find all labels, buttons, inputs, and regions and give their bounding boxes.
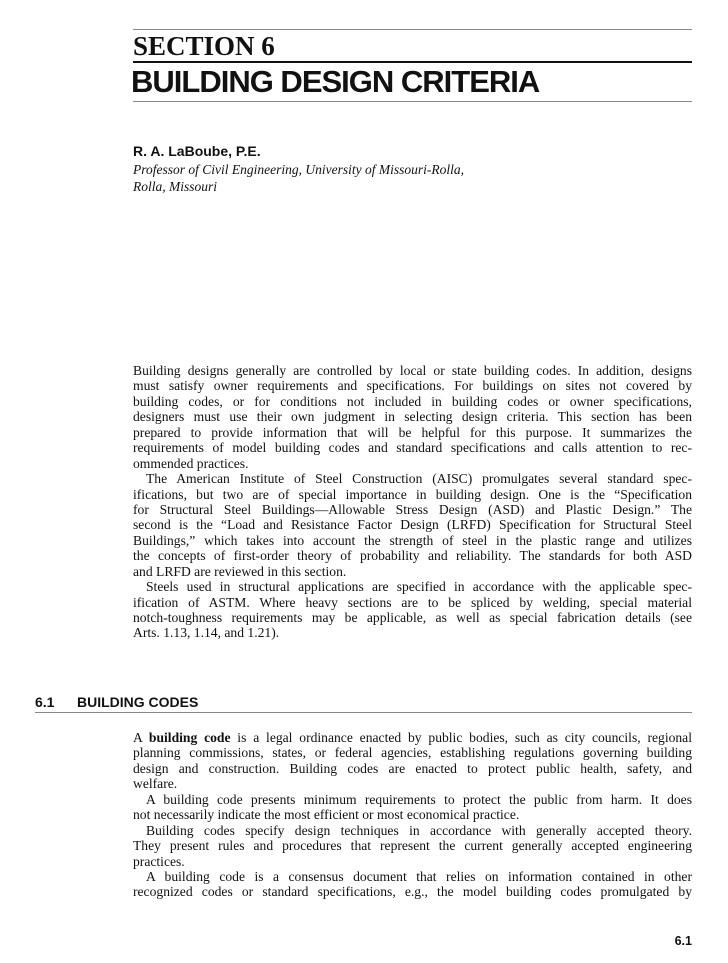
section-heading-6-1 xyxy=(35,694,198,710)
text-line: requirements of model building codes and standard specifications and calls attention to rec- xyxy=(133,440,692,456)
text-fragment: is a legal ordinance enacted by public bodies, such as city councils, regional xyxy=(230,730,692,745)
text-line: welfare. xyxy=(133,776,178,792)
text-line: Arts. 1.13, 1.14, and 1.21). xyxy=(133,625,280,641)
text-line: Building designs generally are controlled by local or state building codes. In addition, designs xyxy=(133,363,692,378)
text-line: Building codes specify design techniques in accordance with generally accepted theory. xyxy=(146,822,692,838)
text-line: ifications, but two are of special importance in building design. One is the “Specification xyxy=(133,486,692,502)
intro-text xyxy=(133,363,692,641)
text-line: Steels used in structural applications are specified in accordance with the applicable spec- xyxy=(146,579,692,595)
text-line: designers must use their own judgment in selecting design criteria. This section has been xyxy=(133,409,692,425)
text-line: recognized codes or standard specifications, e.g., the model building codes promulgated by xyxy=(133,884,692,900)
defined-term: building code xyxy=(148,730,231,745)
text-fragment: A xyxy=(133,730,149,745)
heading-title: BUILDING CODES xyxy=(77,694,199,710)
section-title: BUILDING DESIGN CRITERIA xyxy=(131,64,540,99)
text-line: A building code is a consensus document that relies on information contained in other xyxy=(146,868,692,884)
text-line: building codes, or for conditions not included in building codes or owner specifications, xyxy=(133,393,692,409)
text-line: and LRFD are reviewed in this section. xyxy=(133,563,347,579)
text-line: second is the “Load and Resistance Factor Design (LRFD) Specification for Structural Steel xyxy=(133,517,692,533)
text-line: Buildings,” which takes into account the strength of steel in the plastic range and utilizes xyxy=(133,532,692,548)
text-line: practices. xyxy=(133,853,185,869)
text-line: ommended practices. xyxy=(133,455,249,471)
section-number: SECTION 6 xyxy=(133,31,275,61)
text-line: ification of ASTM. Where heavy sections are to be spliced by welding, special material xyxy=(133,594,692,610)
author-affiliation: Professor of Civil Engineering, University of Missouri-Rolla, xyxy=(133,162,464,177)
text-line: A building code presents minimum requirements to protect the public from harm. It does xyxy=(146,791,692,807)
text-line: design and construction. Building codes are enacted to protect public health, safety, and xyxy=(133,760,692,776)
text-line xyxy=(133,730,692,745)
text-line: not necessarily indicate the most efficient or most economical practice. xyxy=(133,807,520,823)
title-rule xyxy=(133,61,692,63)
heading-number: 6.1 xyxy=(35,694,55,710)
author-location: Rolla, Missouri xyxy=(133,179,218,194)
author-name: R. A. LaBoube, P.E. xyxy=(133,143,261,159)
text-line: must satisfy owner requirements and specifications. For buildings on sites not covered by xyxy=(133,378,692,394)
page-number: 6.1 xyxy=(674,934,692,948)
title-bottom-rule xyxy=(133,101,692,102)
text-line: prepared to provide information that will be helpful for this purpose. It summarizes the xyxy=(133,424,692,440)
text-line: for Structural Steel Buildings—Allowable Stress Design (ASD) and Plastic Design.” The xyxy=(133,501,692,517)
heading-rule xyxy=(35,712,692,713)
text-line: notch-toughness requirements may be applicable, as well as special fabrication details (see xyxy=(133,610,692,625)
text-line: They present rules and procedures that represent the current generally accepted engineering xyxy=(133,838,692,854)
text-line: planning commissions, states, or federal agencies, establishing regulations governing building xyxy=(133,745,692,761)
text-line: the concepts of first-order theory of probability and reliability. The standards for both ASD xyxy=(133,548,692,564)
text-line: The American Institute of Steel Construction (AISC) promulgates several standard spec- xyxy=(146,471,692,487)
building-codes-text xyxy=(133,730,692,900)
